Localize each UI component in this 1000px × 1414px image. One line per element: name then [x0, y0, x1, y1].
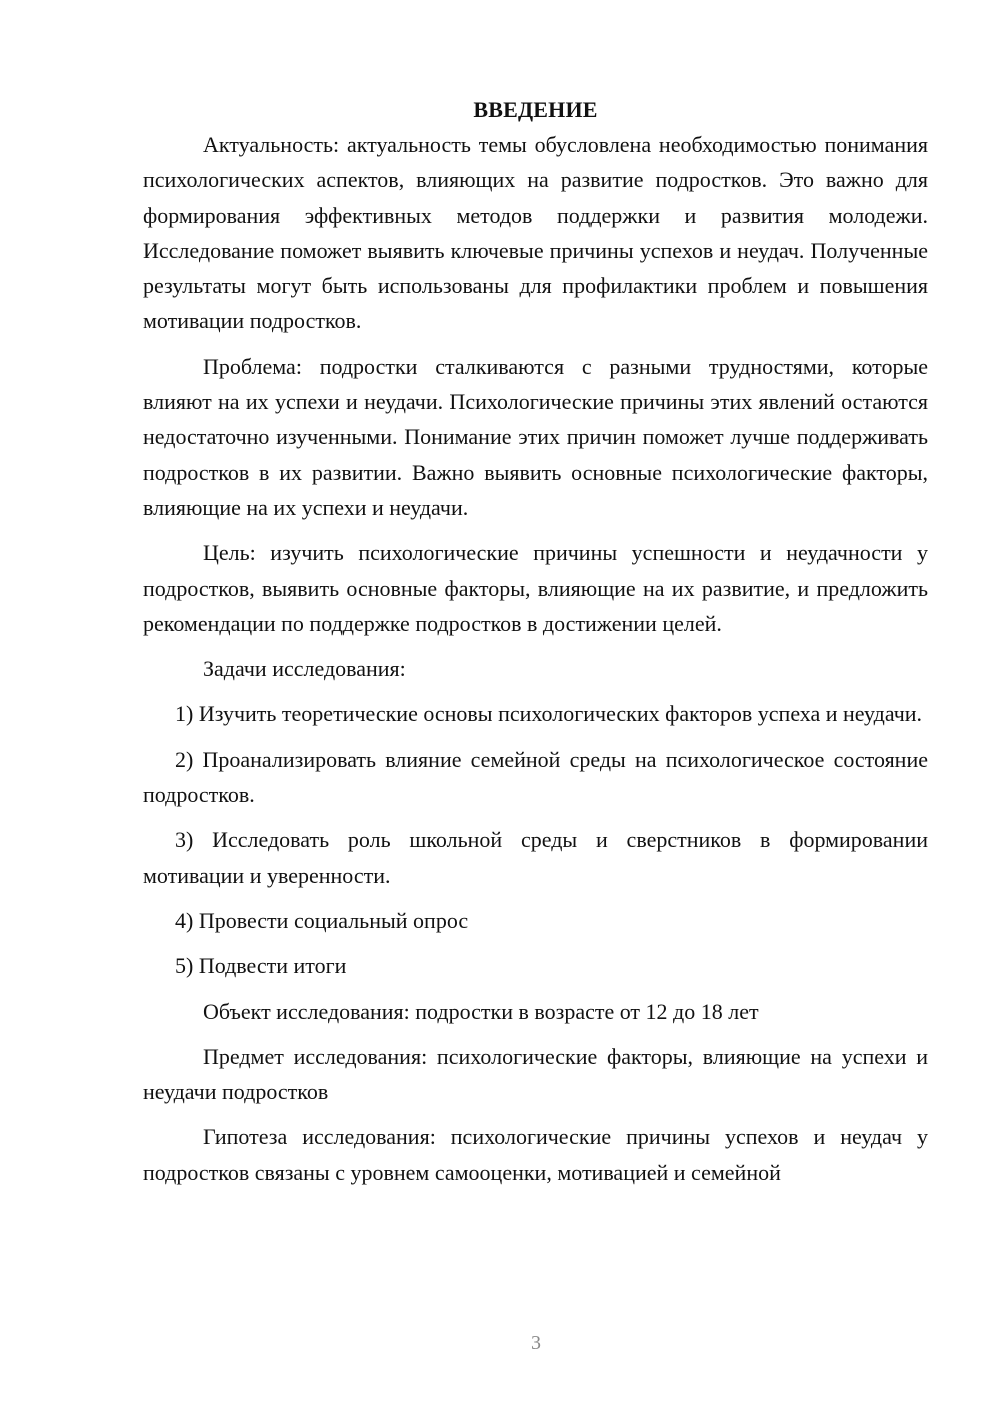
page-number: 3: [531, 1332, 541, 1354]
document-page: [143, 92, 928, 1200]
task-item: 4) Провести социальный опрос: [175, 907, 469, 933]
task-item: 5) Подвести итоги: [175, 953, 347, 979]
paragraph-hypothesis: Гипотеза исследования: психологические причины успехов и неудач у подростков связаны с уровнем самооценки, мотивацией и семейной: [143, 1124, 928, 1185]
paragraph-relevance: Актуальность: актуальность темы обусловлена необходимостью понимания психологических аспектов, влияющих на развитие подростков. Это важно для формирования эффективных методов поддержки и развития молодежи. Исследование поможет выявить ключевые причины успехов и неудач. Полученные результаты могут быть использованы для профилактики проблем и повышения мотивации подростков.: [143, 132, 928, 334]
page-title: ВВЕДЕНИЕ: [473, 97, 598, 122]
paragraph-goal: Цель: изучить психологические причины успешности и неудачности у подростков, выявить основные факторы, влияющие на их развитие, и предложить рекомендации по поддержке подростков в достижении целей.: [143, 540, 928, 636]
task-item: 1) Изучить теоретические основы психологических факторов успеха и неудачи.: [175, 701, 923, 727]
paragraph-problem: Проблема: подростки сталкиваются с разными трудностями, которые влияют на их успехи и неудачи. Психологические причины этих явлений остаются недостаточно изученными. Понимание этих причин поможет лучше поддерживать подростков в их развитии. Важно выявить основные психологические факторы, влияющие на их успехи и неудачи.: [143, 353, 928, 520]
task-item: 3) Исследовать роль школьной среды и сверстников в формировании мотивации и уверенности.: [143, 827, 928, 888]
paragraph-tasks-heading: Задачи исследования:: [203, 656, 406, 682]
task-item: 2) Проанализировать влияние семейной среды на психологическое состояние подростков.: [143, 746, 928, 808]
paragraph-subject: Предмет исследования: психологические факторы, влияющие на успехи и неудачи подростков: [143, 1043, 928, 1105]
paragraph-object: Объект исследования: подростки в возрасте от 12 до 18 лет: [203, 998, 759, 1024]
